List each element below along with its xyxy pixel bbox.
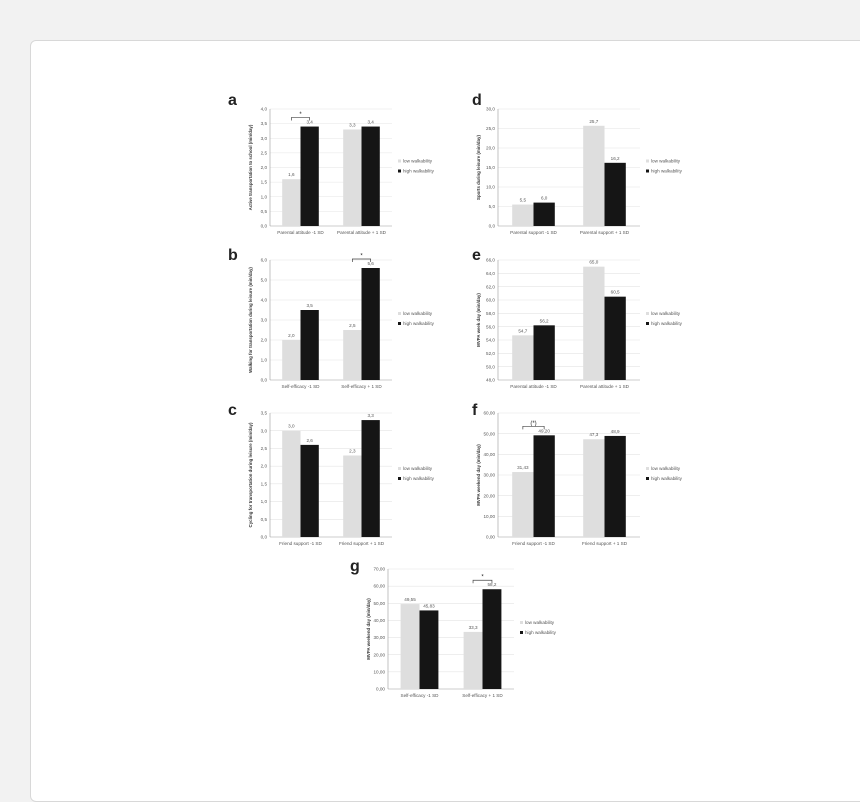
data-label: 56,2 bbox=[539, 318, 549, 324]
chart-e-svg bbox=[470, 246, 702, 401]
y-tick-label: 30,0 bbox=[486, 106, 495, 112]
panel-c bbox=[226, 401, 462, 556]
y-tick-label: 2,0 bbox=[260, 337, 267, 343]
data-label: 60,5 bbox=[610, 289, 620, 295]
panel-a bbox=[226, 91, 462, 246]
legend-swatch-low bbox=[398, 160, 401, 163]
legend-label-low: low walkability bbox=[403, 311, 433, 316]
legend-label-high: high walkability bbox=[403, 168, 434, 174]
data-label: 48,9 bbox=[610, 428, 620, 434]
data-label: 2,6 bbox=[306, 437, 313, 443]
data-label: 45,83 bbox=[423, 603, 435, 609]
y-tick-label: 0,5 bbox=[260, 208, 267, 214]
y-tick-label: 4,0 bbox=[260, 106, 267, 112]
y-tick-label: 30,00 bbox=[373, 635, 385, 641]
y-tick-label: 1,0 bbox=[260, 357, 267, 363]
bar-high-1 bbox=[534, 325, 555, 380]
data-label: 3,3 bbox=[349, 122, 356, 128]
y-tick-label: 15,0 bbox=[486, 165, 495, 171]
data-label: 3,4 bbox=[306, 119, 313, 125]
data-label: 54,7 bbox=[518, 328, 528, 334]
panel-b bbox=[226, 246, 462, 401]
y-tick-label: 5,0 bbox=[488, 204, 495, 210]
y-tick-label: 64,0 bbox=[486, 270, 495, 276]
y-tick-label: 60,00 bbox=[373, 583, 385, 589]
legend-swatch-high bbox=[398, 170, 401, 173]
bar-low-1 bbox=[282, 179, 300, 226]
panel-f bbox=[470, 401, 702, 556]
panel-letter-e: e bbox=[472, 247, 481, 264]
bar-high-1 bbox=[534, 435, 555, 537]
x-tick-label: Parental attitude -1 SD bbox=[510, 384, 557, 389]
y-tick-label: 30,00 bbox=[483, 472, 495, 478]
chart-a-svg bbox=[226, 91, 462, 246]
chart-d-svg bbox=[470, 91, 702, 246]
panel-letter-c: c bbox=[228, 402, 237, 419]
bar-high-1 bbox=[301, 310, 319, 380]
chart-g-svg bbox=[348, 557, 584, 711]
y-tick-label: 20,00 bbox=[373, 652, 385, 658]
y-tick-label: 56,0 bbox=[486, 324, 495, 330]
y-tick-label: 0,0 bbox=[260, 534, 267, 540]
y-axis-label: Walking for transportation during leisure (min/day) bbox=[248, 267, 253, 373]
y-tick-label: 50,00 bbox=[483, 431, 495, 437]
chart-c-svg bbox=[226, 401, 462, 556]
data-label: 5,6 bbox=[367, 261, 374, 266]
y-axis-label: Cycling for transportation during leisure (min/day) bbox=[248, 422, 253, 528]
figure-card bbox=[30, 40, 860, 802]
data-label: 65,0 bbox=[589, 259, 599, 265]
panel-g bbox=[348, 557, 584, 711]
panel-letter-d: d bbox=[472, 92, 482, 109]
bar-high-2 bbox=[362, 268, 380, 380]
y-tick-label: 10,0 bbox=[486, 184, 495, 190]
y-tick-label: 62,0 bbox=[486, 284, 495, 290]
panel-letter-b: b bbox=[228, 247, 238, 264]
y-tick-label: 0,5 bbox=[260, 516, 267, 522]
y-tick-label: 60,0 bbox=[486, 297, 495, 303]
data-label: 16,2 bbox=[610, 155, 620, 161]
x-tick-label: Self-efficacy -1 SD bbox=[281, 384, 320, 389]
panel-d bbox=[470, 91, 702, 246]
data-label: 3,3 bbox=[367, 413, 374, 419]
data-label: 2,5 bbox=[349, 323, 356, 328]
bar-low-2 bbox=[583, 439, 604, 537]
bar-low-2 bbox=[583, 267, 604, 380]
x-tick-label: Parental attitude -1 SD bbox=[277, 230, 324, 235]
data-label: 49,20 bbox=[538, 428, 550, 434]
y-tick-label: 48,0 bbox=[486, 377, 495, 383]
legend-label-low: low walkability bbox=[651, 158, 681, 164]
bar-low-1 bbox=[512, 205, 533, 226]
legend-label-high: high walkability bbox=[403, 321, 434, 326]
x-tick-label: Friend support + 1 SD bbox=[338, 541, 385, 546]
legend-swatch-high bbox=[646, 477, 649, 480]
bar-low-1 bbox=[512, 472, 533, 537]
y-tick-label: 2,0 bbox=[260, 165, 267, 171]
y-axis-label: Active transportation to school (min/day) bbox=[248, 124, 253, 211]
y-tick-label: 1,0 bbox=[260, 194, 267, 200]
y-tick-label: 1,0 bbox=[260, 499, 267, 505]
bar-high-2 bbox=[605, 163, 626, 226]
bar-high-2 bbox=[605, 436, 626, 537]
significance-mark: * bbox=[481, 574, 484, 581]
legend-label-high: high walkability bbox=[525, 630, 556, 635]
y-tick-label: 6,0 bbox=[260, 257, 267, 263]
legend-swatch-low bbox=[398, 467, 401, 470]
data-label: 2,3 bbox=[349, 448, 356, 454]
y-tick-label: 58,0 bbox=[486, 310, 495, 316]
y-tick-label: 70,00 bbox=[373, 566, 385, 572]
y-tick-label: 10,00 bbox=[373, 669, 385, 675]
x-tick-label: Self-efficacy -1 SD bbox=[400, 693, 439, 698]
data-label: 1,6 bbox=[288, 172, 295, 178]
data-label: 58,2 bbox=[487, 582, 497, 588]
data-label: 25,7 bbox=[589, 118, 599, 124]
y-tick-label: 2,5 bbox=[260, 446, 267, 452]
legend-label-low: low walkability bbox=[525, 620, 555, 625]
panel-letter-a: a bbox=[228, 92, 237, 109]
legend-swatch-low bbox=[646, 312, 649, 315]
legend-swatch-low bbox=[646, 160, 649, 163]
legend-swatch-high bbox=[398, 477, 401, 480]
y-tick-label: 0,00 bbox=[376, 686, 385, 692]
legend-label-low: low walkability bbox=[651, 466, 681, 471]
y-tick-label: 2,5 bbox=[260, 150, 267, 156]
x-tick-label: Friend support + 1 SD bbox=[581, 541, 628, 546]
y-tick-label: 66,0 bbox=[486, 257, 495, 263]
panel-letter-f: f bbox=[472, 402, 478, 419]
y-axis-label: MVPA weekend day (min/day) bbox=[366, 598, 371, 660]
x-tick-label: Parental support -1 SD bbox=[510, 230, 557, 235]
legend-label-high: high walkability bbox=[403, 476, 434, 481]
y-tick-label: 0,0 bbox=[488, 223, 495, 229]
legend-swatch-high bbox=[520, 631, 523, 634]
y-tick-label: 1,5 bbox=[260, 179, 267, 185]
data-label: 3,5 bbox=[306, 303, 313, 308]
legend-label-high: high walkability bbox=[651, 168, 682, 174]
bar-high-1 bbox=[301, 445, 319, 537]
y-tick-label: 0,00 bbox=[486, 534, 495, 540]
x-tick-label: Friend support -1 SD bbox=[279, 541, 322, 546]
y-tick-label: 60,00 bbox=[483, 410, 495, 416]
bar-low-1 bbox=[512, 335, 533, 380]
data-label: 47,3 bbox=[589, 432, 599, 438]
bar-low-2 bbox=[583, 126, 604, 226]
y-tick-label: 40,00 bbox=[483, 451, 495, 457]
x-tick-label: Self-efficacy + 1 SD bbox=[462, 693, 503, 698]
y-tick-label: 20,0 bbox=[486, 145, 495, 151]
data-label: 5,5 bbox=[519, 197, 527, 203]
panel-e bbox=[470, 246, 702, 401]
legend-label-high: high walkability bbox=[651, 476, 682, 481]
legend-swatch-low bbox=[646, 467, 649, 470]
bar-high-2 bbox=[605, 297, 626, 380]
y-tick-label: 52,0 bbox=[486, 350, 495, 356]
bar-high-2 bbox=[362, 127, 380, 226]
bar-high-1 bbox=[534, 203, 555, 226]
data-label: 31,43 bbox=[517, 465, 529, 471]
y-tick-label: 0,0 bbox=[260, 377, 267, 383]
y-tick-label: 50,00 bbox=[373, 600, 385, 606]
y-tick-label: 40,00 bbox=[373, 618, 385, 624]
significance-mark: (*) bbox=[530, 420, 537, 427]
legend-swatch-high bbox=[398, 322, 401, 325]
y-axis-label: MVPA week day (min/day) bbox=[476, 293, 481, 347]
y-tick-label: 5,0 bbox=[260, 277, 267, 283]
significance-mark: * bbox=[360, 253, 363, 260]
bar-high-1 bbox=[301, 127, 319, 226]
data-label: 3,4 bbox=[367, 119, 374, 125]
y-tick-label: 3,0 bbox=[260, 428, 267, 434]
significance-mark: * bbox=[299, 112, 302, 119]
data-label: 33,3 bbox=[468, 624, 478, 630]
data-label: 49,55 bbox=[404, 597, 416, 603]
y-tick-label: 4,0 bbox=[260, 297, 267, 303]
y-tick-label: 2,0 bbox=[260, 463, 267, 469]
legend-swatch-high bbox=[646, 170, 649, 173]
data-label: 2,0 bbox=[288, 333, 295, 338]
data-label: 3,0 bbox=[288, 423, 295, 429]
bar-low-1 bbox=[282, 431, 300, 537]
x-tick-label: Self-efficacy + 1 SD bbox=[341, 384, 382, 389]
bar-high-1 bbox=[420, 610, 439, 689]
y-axis-label: MVPA weekend day (min/day) bbox=[476, 444, 481, 506]
bar-high-2 bbox=[483, 589, 502, 689]
x-tick-label: Parental attitude + 1 SD bbox=[580, 384, 629, 389]
chart-b-svg bbox=[226, 246, 462, 401]
y-tick-label: 3,5 bbox=[260, 410, 267, 416]
x-tick-label: Friend support -1 SD bbox=[512, 541, 555, 546]
y-tick-label: 3,0 bbox=[260, 317, 267, 323]
y-tick-label: 1,5 bbox=[260, 481, 267, 487]
chart-f-svg bbox=[470, 401, 702, 556]
y-tick-label: 50,0 bbox=[486, 364, 495, 370]
bar-low-2 bbox=[464, 632, 483, 689]
y-tick-label: 3,5 bbox=[260, 121, 267, 127]
data-label: 6,0 bbox=[540, 195, 548, 201]
bar-high-2 bbox=[362, 420, 380, 537]
x-tick-label: Parental support + 1 SD bbox=[579, 230, 630, 235]
legend-label-low: low walkability bbox=[651, 311, 681, 316]
x-tick-label: Parental attitude + 1 SD bbox=[337, 230, 386, 235]
bar-low-2 bbox=[343, 129, 361, 226]
legend-swatch-high bbox=[646, 322, 649, 325]
legend-swatch-low bbox=[520, 621, 523, 624]
legend-label-high: high walkability bbox=[651, 321, 682, 326]
legend-label-low: low walkability bbox=[403, 466, 433, 471]
y-tick-label: 0,0 bbox=[260, 223, 267, 229]
y-tick-label: 25,0 bbox=[486, 126, 495, 132]
figure bbox=[226, 91, 702, 711]
y-tick-label: 10,00 bbox=[483, 513, 495, 519]
bar-low-2 bbox=[343, 330, 361, 380]
bar-low-1 bbox=[282, 340, 300, 380]
bar-low-1 bbox=[401, 604, 420, 689]
y-tick-label: 20,00 bbox=[483, 493, 495, 499]
y-axis-label: Sports during leisure (min/day) bbox=[476, 135, 481, 200]
panel-letter-g: g bbox=[350, 558, 360, 575]
y-tick-label: 3,0 bbox=[260, 135, 267, 141]
legend-label-low: low walkability bbox=[403, 158, 433, 164]
legend-swatch-low bbox=[398, 312, 401, 315]
bar-low-2 bbox=[343, 456, 361, 537]
y-tick-label: 54,0 bbox=[486, 337, 495, 343]
